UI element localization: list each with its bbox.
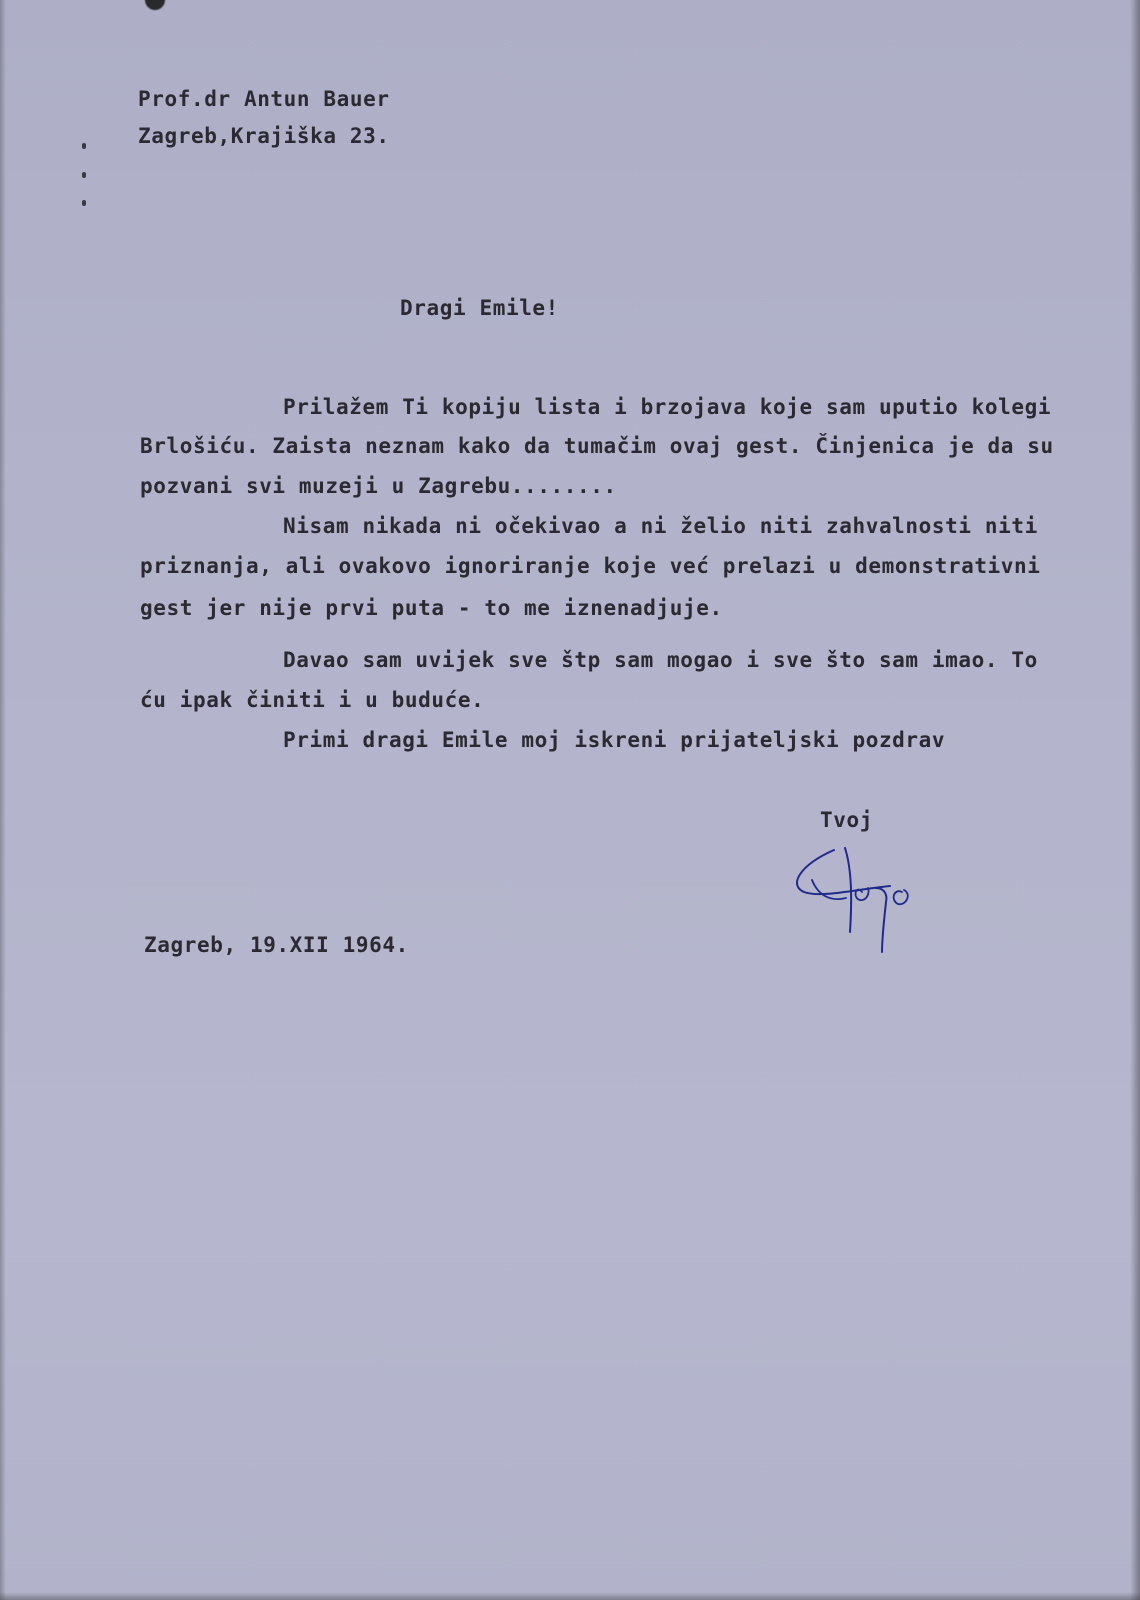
salutation: Dragi Emile! xyxy=(400,296,559,320)
body-line: ću ipak činiti i u buduće. xyxy=(140,688,485,712)
body-line: Brlošiću. Zaista neznam kako da tumačim ovaj gest. Činjenica je da su xyxy=(140,434,1054,458)
sender-name: Prof.dr Antun Bauer xyxy=(138,87,390,111)
body-line: Davao sam uvijek sve štp sam mogao i sve što sam imao. To xyxy=(283,648,1038,672)
staple-mark xyxy=(82,143,86,149)
body-line: Prilažem Ti kopiju lista i brzojava koje sam uputio kolegi xyxy=(283,395,1052,419)
body-line: priznanja, ali ovakovo ignoriranje koje već prelazi u demonstrativni xyxy=(140,554,1041,578)
closing: Tvoj xyxy=(820,808,873,832)
paper-edge-left xyxy=(0,0,6,1600)
staple-mark xyxy=(82,172,86,178)
body-line: gest jer nije prvi puta - to me iznenadjuje. xyxy=(140,596,723,620)
date-line: Zagreb, 19.XII 1964. xyxy=(144,933,409,957)
body-line: pozvani svi muzeji u Zagrebu........ xyxy=(140,474,617,498)
body-line: Nisam nikada ni očekivao a ni želio niti zahvalnosti niti xyxy=(283,514,1038,538)
paper-edge-right xyxy=(1130,0,1140,1600)
body-line: Primi dragi Emile moj iskreni prijateljski pozdrav xyxy=(283,728,946,752)
paper-edge-bottom xyxy=(0,1592,1140,1600)
staple-mark xyxy=(82,200,86,206)
paper-tear xyxy=(140,0,170,30)
handwritten-signature xyxy=(790,840,950,980)
sender-address: Zagreb,Krajiška 23. xyxy=(138,124,390,148)
